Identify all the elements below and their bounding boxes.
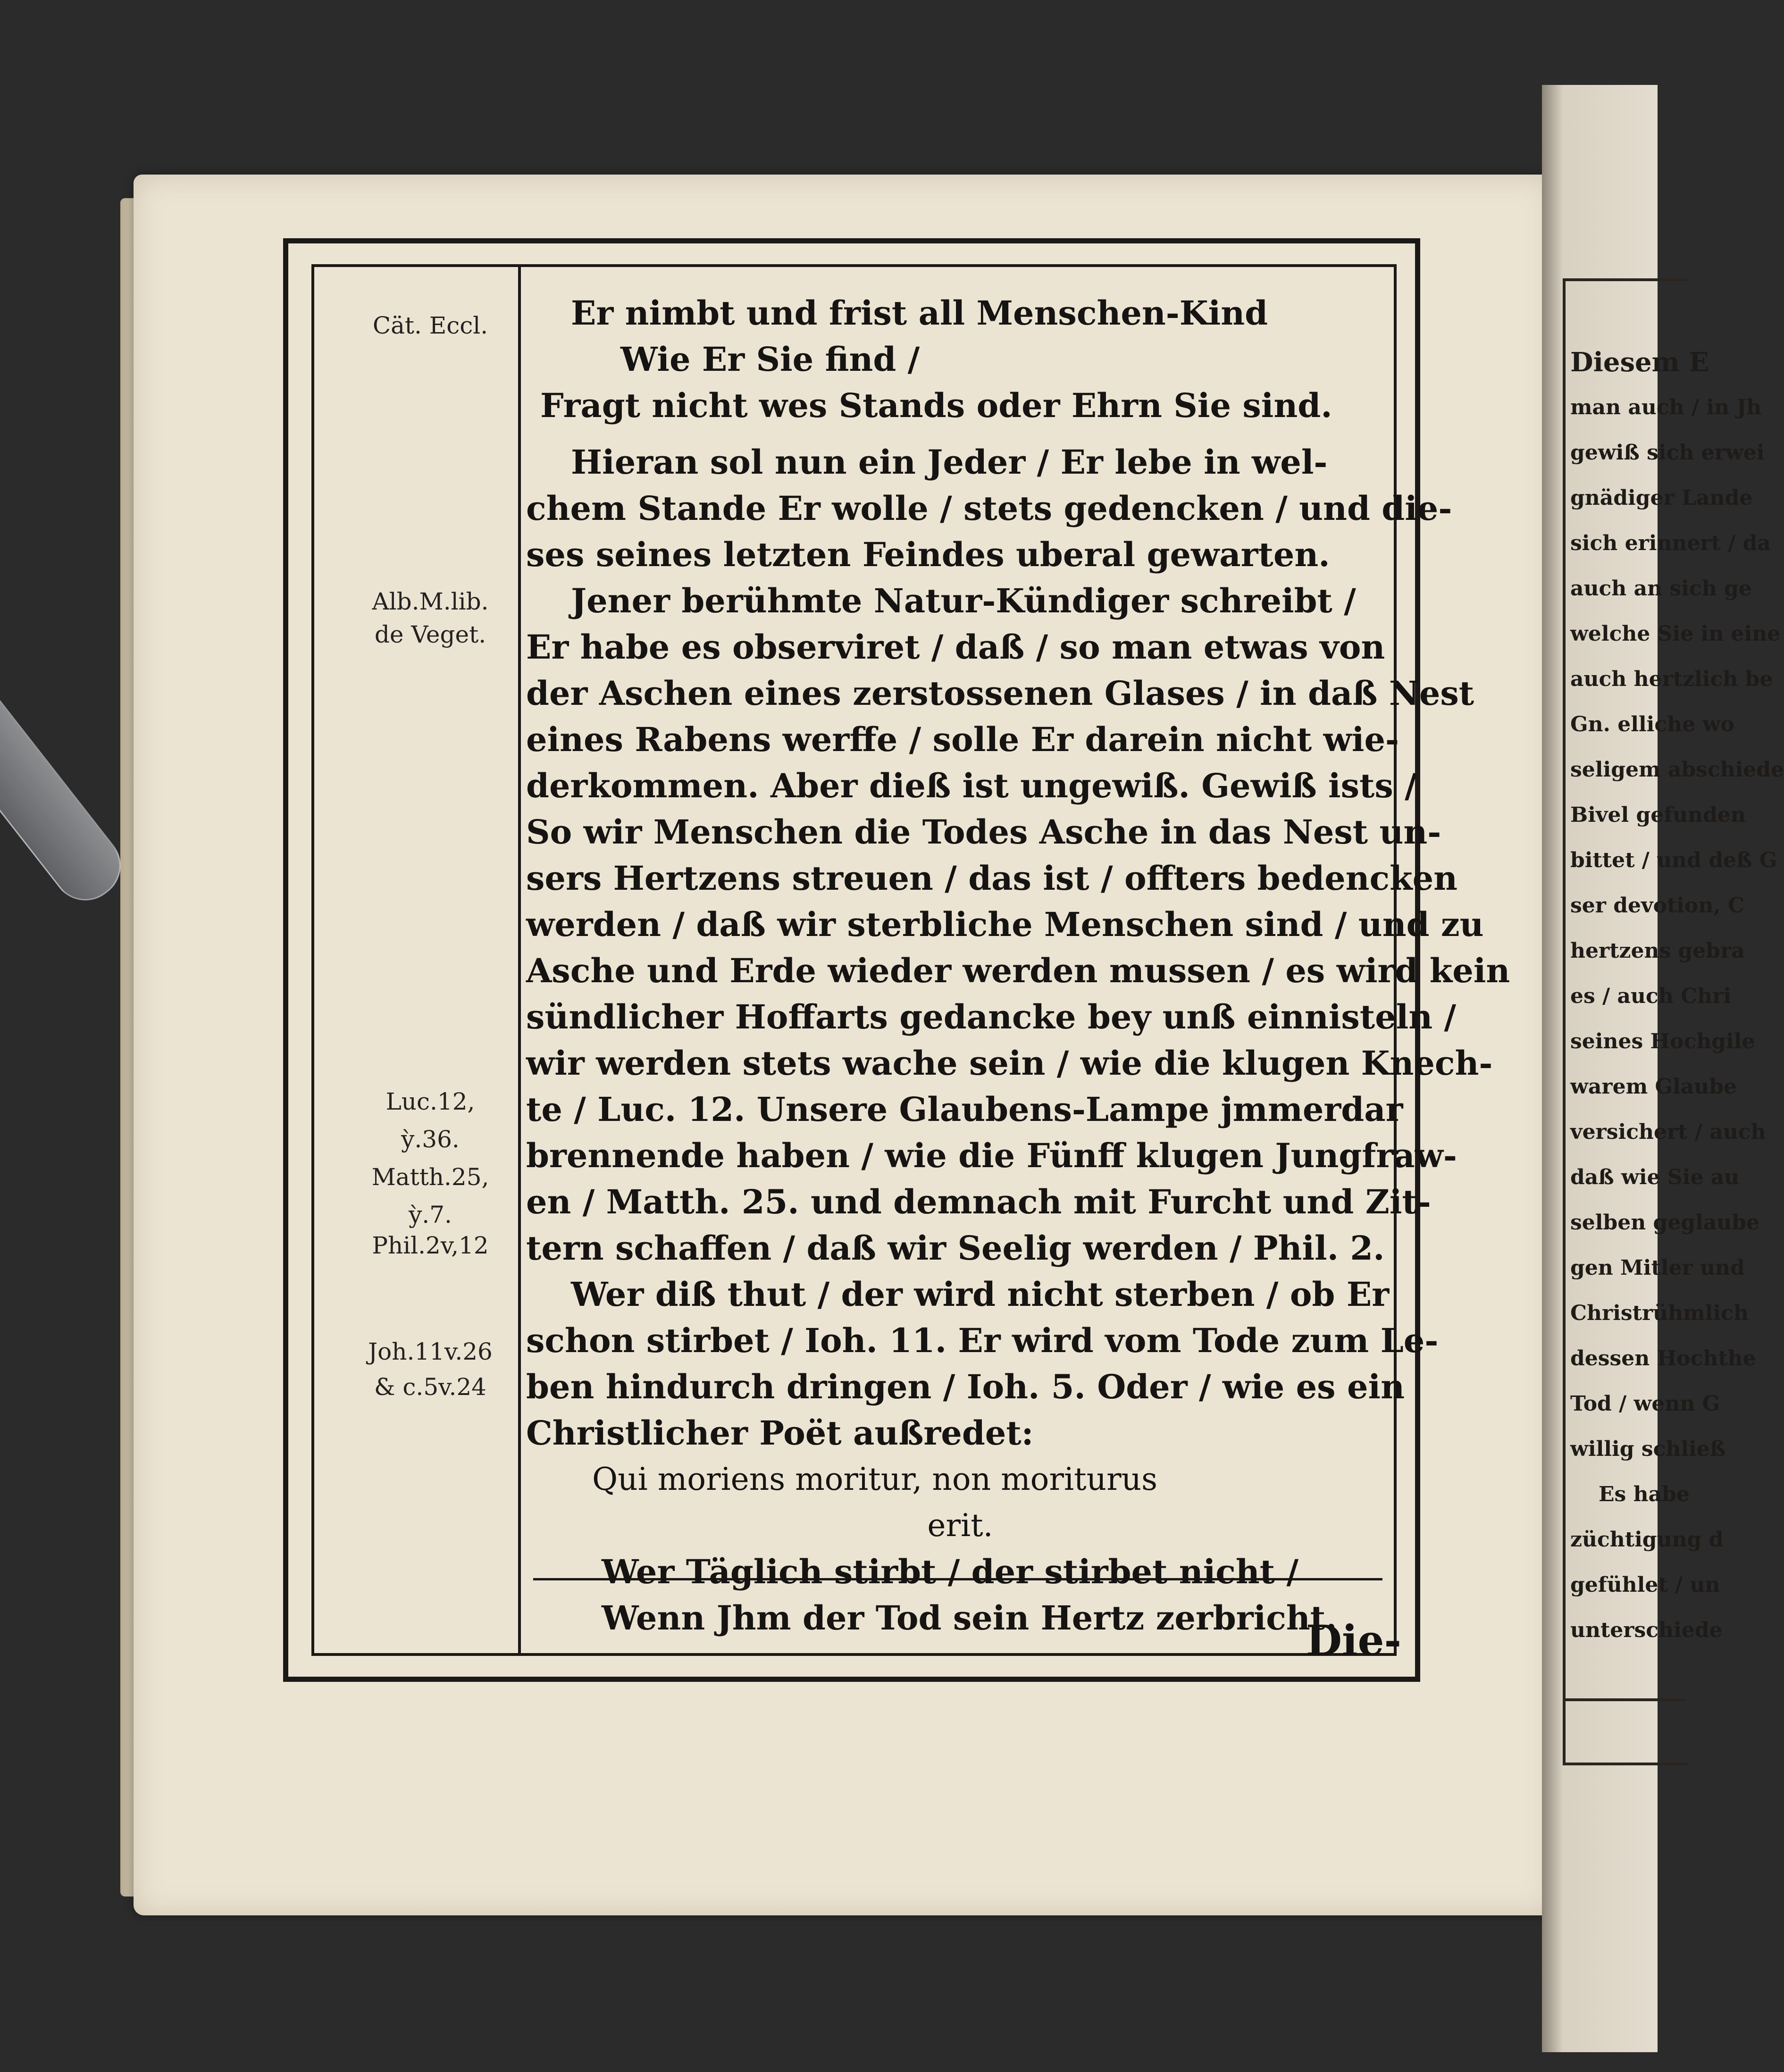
next-page-line: auch an sich ge: [1570, 576, 1752, 601]
next-page-line: gen Mitler und: [1570, 1256, 1745, 1280]
next-page-line: Diesem E: [1570, 347, 1709, 378]
text-line: tern schaffen / daß wir Seelig werden / Phil. 2.: [526, 1228, 1385, 1268]
next-page-line: warem Glaube: [1570, 1075, 1737, 1099]
next-page-rule: [1563, 1698, 1685, 1701]
next-page-line: welche Sie in eine: [1570, 622, 1781, 646]
next-page-line: man auch / in Jh: [1570, 395, 1762, 419]
next-page-line: Tod / wenn G: [1570, 1392, 1720, 1416]
text-line: ben hindurch dringen / Ioh. 5. Oder / wie es ein: [526, 1367, 1405, 1406]
verse-line: Fragt nicht wes Stands oder Ehrn Sie sind.: [540, 386, 1332, 425]
text-line: schon stirbet / Ioh. 11. Er wird vom Tode zum Le-: [526, 1321, 1439, 1360]
next-page-line: gewiß sich erwei: [1570, 441, 1765, 465]
text-line: Jener berühmte Natur-Kündiger schreibt /: [571, 581, 1356, 620]
next-page-line: bittet / und deß G: [1570, 848, 1777, 872]
text-line: Hieran sol nun ein Jeder / Er lebe in wel-: [571, 443, 1328, 482]
text-line: sers Hertzens streuen / das ist / offters bedencken: [526, 859, 1458, 898]
text-line: Christlicher Poët außredet:: [526, 1413, 1034, 1453]
margin-note: ỳ.36.: [401, 1126, 460, 1153]
next-page-line: Bivel gefunden: [1570, 803, 1746, 827]
text-line: Wer diß thut / der wird nicht sterben / ob Er: [571, 1275, 1390, 1314]
catchword: Die-: [1306, 1616, 1401, 1665]
page-holder-strip: [0, 627, 134, 914]
text-line: werden / daß wir sterbliche Menschen sind / und zu: [526, 905, 1484, 944]
next-page: [1542, 85, 1784, 2052]
verse-line: Wie Er Sie find /: [620, 340, 920, 379]
text-line: brennende haben / wie die Fünff klugen Jungfraw-: [526, 1136, 1457, 1175]
next-page-line: daß wie Sie au: [1570, 1165, 1740, 1189]
text-line: derkommen. Aber dieß ist ungewiß. Gewiß ists /: [526, 766, 1417, 805]
text-line: te / Luc. 12. Unsere Glaubens-Lampe jmmerdar: [526, 1090, 1403, 1129]
text-line: sündlicher Hoffarts gedancke bey unß einnisteln /: [526, 997, 1457, 1036]
text-line: wir werden stets wache sein / wie die klugen Knech-: [526, 1044, 1493, 1083]
text-line: der Aschen eines zerstossenen Glases / in daß Nest: [526, 674, 1474, 713]
next-page-line: willig schließ: [1570, 1437, 1726, 1461]
text-line: So wir Menschen die Todes Asche in das Nest un-: [526, 812, 1441, 852]
text-line: Asche und Erde wieder werden mussen / es wird kein: [526, 951, 1510, 990]
text-line: en / Matth. 25. und demnach mit Furcht und Zit-: [526, 1182, 1431, 1221]
margin-note: & c.5v.24: [374, 1373, 486, 1401]
latin-verse: [526, 1456, 1394, 1549]
text-line: eines Rabens werffe / solle Er darein nicht wie-: [526, 720, 1399, 759]
next-page-line: gefühlet / un: [1570, 1573, 1720, 1597]
next-page-line: seines Hochgile: [1570, 1029, 1755, 1053]
margin-note: Joh.11v.26: [368, 1338, 493, 1365]
next-page-line: züchtigung d: [1570, 1528, 1724, 1552]
text-line: chem Stande Er wolle / stets gedencken / und die-: [526, 489, 1452, 528]
next-page-line: ser devotion, C: [1570, 894, 1744, 918]
next-page-line: dessen Hochthe: [1570, 1346, 1756, 1370]
next-page-line: versichert / auch: [1570, 1120, 1766, 1144]
text-line: Er habe es observiret / daß / so man etwas von: [526, 627, 1385, 667]
next-page-line: seligem abschiede: [1570, 758, 1784, 782]
margin-note: Luc.12,: [385, 1088, 475, 1115]
margin-note: Phil.2v,12: [372, 1232, 489, 1259]
verse-line: Er nimbt und frist all Menschen-Kind: [571, 293, 1268, 333]
next-page-text: [1570, 340, 1784, 1653]
closing-verse: [526, 1549, 1394, 1641]
text-line: ses seines letzten Feindes uberal gewarten.: [526, 535, 1330, 574]
margin-note: Alb.M.lib.: [372, 588, 489, 615]
main-text: [526, 290, 1510, 1641]
margin-note: ỳ.7.: [409, 1201, 452, 1228]
next-page-line: auch hertzlich be: [1570, 667, 1773, 691]
next-page-line: unterschiede: [1570, 1618, 1723, 1642]
next-page-line: sich erinnert / da: [1570, 531, 1771, 555]
next-page-line: gnädiger Lande: [1570, 486, 1753, 510]
next-page-line: es / auch Chri: [1570, 984, 1731, 1008]
next-page-line: Es habe: [1599, 1482, 1690, 1506]
next-page-line: Christrühmlich: [1570, 1301, 1749, 1325]
latin-line: Qui moriens moritur, non moriturus: [592, 1461, 1158, 1497]
verse-line: Wenn Jhm der Tod sein Hertz zerbricht.: [602, 1598, 1337, 1638]
next-page-line: selben geglaube: [1570, 1211, 1760, 1235]
verse-line: Wer Täglich stirbt / der stirbet nicht /: [602, 1552, 1299, 1591]
next-page-line: Gn. elliche wo: [1570, 712, 1734, 736]
margin-note: Cät. Eccl.: [372, 312, 488, 339]
next-page-line: hertzens gebra: [1570, 939, 1745, 963]
margin-divider: [518, 264, 521, 1656]
body-text: [526, 439, 1510, 1456]
margin-note: Matth.25,: [371, 1163, 489, 1191]
margin-note: de Veget.: [374, 621, 486, 648]
latin-line: erit.: [927, 1507, 993, 1544]
opening-verse: [526, 290, 1394, 429]
